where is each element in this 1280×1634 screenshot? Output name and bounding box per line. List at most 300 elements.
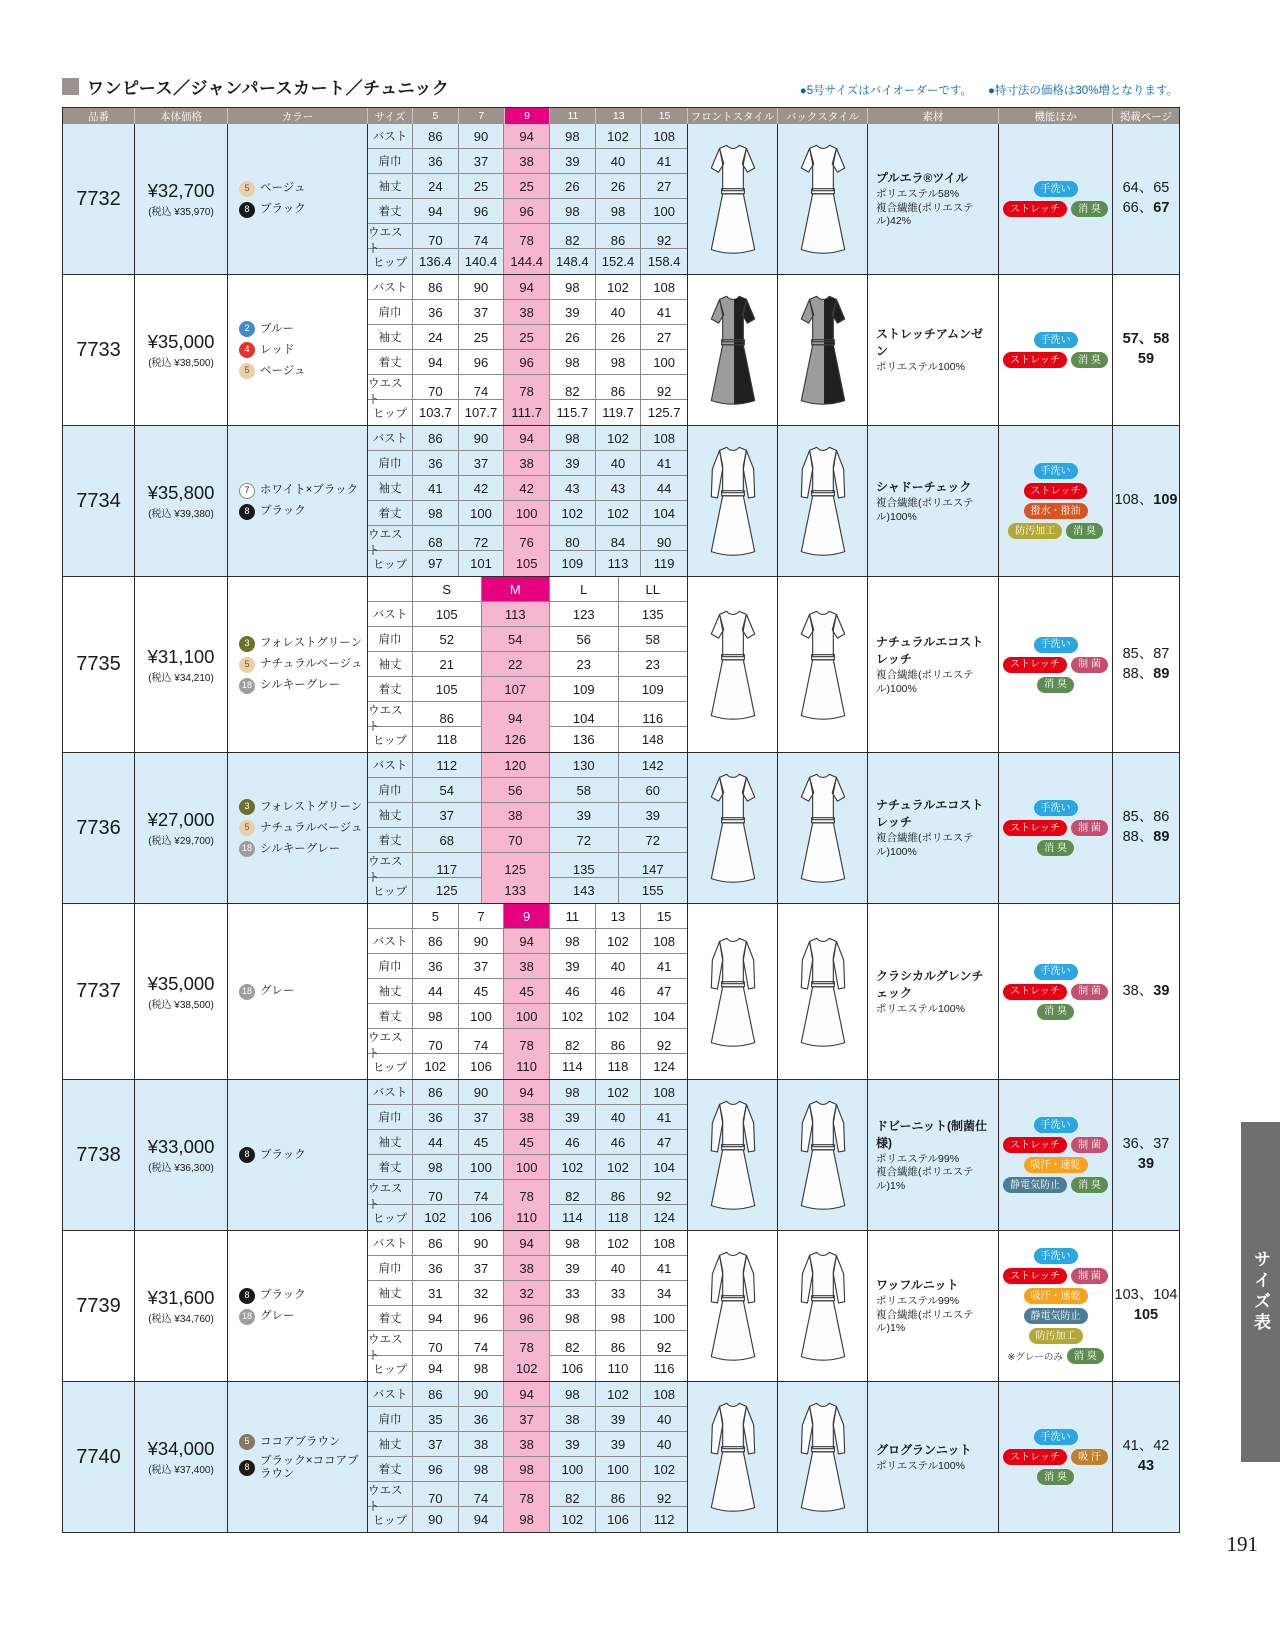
measure-value: 125 (482, 853, 551, 885)
color-label: グレー (260, 1310, 295, 1323)
measure-value: 90 (459, 1382, 505, 1406)
measure-value: 98 (550, 350, 596, 374)
feature-tag-list (998, 1382, 1112, 1532)
price-main: ¥35,800 (147, 482, 215, 503)
measure-value: 86 (413, 1231, 459, 1255)
measure-value: 39 (550, 1256, 596, 1280)
price-tax: (税込 ¥34,210) (148, 672, 214, 684)
measure-value: 44 (656, 480, 672, 496)
measurement-table (367, 275, 687, 425)
feature-tag: 手洗い (1034, 637, 1078, 653)
measure-row (368, 275, 687, 300)
feature-tag: ストレッチ (1003, 657, 1067, 673)
measure-label: 着丈 (368, 1457, 413, 1481)
measure-value: 98 (459, 1457, 505, 1481)
measure-value: 36 (413, 1105, 459, 1129)
page-reference-line (1138, 1457, 1154, 1477)
feature-tag: 制 菌 (1071, 820, 1108, 836)
material-composition-line: 複合繊維(ポリエステル)100% (876, 496, 974, 523)
measure-value: 102 (413, 1054, 459, 1079)
measure-label: ヒップ (368, 551, 413, 576)
feature-tag: 吸汗・速乾 (1024, 1157, 1088, 1173)
measure-value: 82 (550, 1180, 596, 1212)
page-reference-segment: 85、86 (1122, 809, 1170, 826)
color-label: ココアブラウン (260, 1435, 341, 1448)
page-number: 191 (1226, 1532, 1258, 1556)
product-code: 7735 (76, 653, 121, 675)
measure-value: 98 (596, 350, 642, 374)
measure-value: 25 (504, 174, 550, 198)
size-subheader-cell: 13 (596, 904, 642, 928)
measure-row (368, 1382, 687, 1407)
feature-tag: 防汚加工 (1008, 523, 1062, 539)
measure-label: バスト (368, 753, 413, 777)
material-name: ワッフルニット (876, 1278, 959, 1293)
measure-value: 108 (653, 1084, 676, 1100)
price-tax: (税込 ¥37,400) (148, 1465, 214, 1476)
measure-row (368, 853, 687, 884)
note-surcharge: ●特寸法の価格は30%増となります。 (987, 85, 1178, 97)
measure-value: 45 (504, 979, 550, 1003)
size-subheader-row (368, 577, 687, 602)
page-reference-segment: 108、 (1114, 492, 1154, 509)
measure-value: 158.4 (647, 254, 681, 269)
color-swatch-icon: 3 (239, 636, 255, 652)
measure-value: 39 (550, 300, 596, 324)
measure-row (368, 1029, 687, 1060)
table-header-row (63, 108, 1179, 124)
color-option (239, 321, 367, 337)
back-style-cell (777, 904, 867, 1079)
color-swatch-icon: 8 (239, 1460, 255, 1476)
measure-value: 22 (482, 652, 551, 676)
price-tax: (税込 ¥39,380) (148, 509, 214, 520)
measure-value: 100 (596, 1457, 642, 1481)
measure-value: 96 (459, 199, 505, 223)
color-list (227, 426, 367, 576)
measure-label: 袖丈 (368, 652, 413, 676)
feature-tag: 消 臭 (1037, 1004, 1074, 1020)
measure-value: 104 (653, 505, 676, 521)
color-option (239, 678, 367, 694)
measure-value: 98 (550, 426, 596, 450)
measure-row (368, 124, 687, 149)
measure-value: 96 (504, 1306, 550, 1330)
measure-value: 58 (645, 631, 660, 647)
measure-value: 102 (596, 1231, 642, 1255)
measure-value: 102 (413, 1205, 459, 1230)
measure-value: 98 (504, 1457, 550, 1481)
page-reference-line (1138, 350, 1154, 370)
page-title: ワンピース／ジャンパースカート／チュニック (87, 79, 450, 98)
page-reference-segment: 43 (1137, 1458, 1155, 1474)
measure-value: 108 (653, 128, 676, 144)
back-style-illustration (792, 765, 854, 891)
measure-label: 着丈 (368, 1155, 413, 1179)
measure-label: 着丈 (368, 1306, 413, 1330)
measure-value: 102 (596, 275, 642, 299)
color-label: シルキーグレー (260, 679, 341, 692)
price-tax: (税込 ¥38,500) (148, 358, 214, 369)
color-label: シルキーグレー (260, 842, 341, 855)
measure-row (368, 199, 687, 224)
measure-value: 123 (550, 602, 619, 626)
measure-value: 98 (413, 1004, 459, 1028)
front-style-cell (687, 577, 777, 752)
front-style-illustration (702, 1092, 764, 1218)
size-subheader-cell: S (413, 577, 482, 601)
measure-value: 25 (459, 325, 505, 349)
measure-value: 47 (656, 1134, 672, 1150)
measure-row (368, 1004, 687, 1029)
measure-row (368, 1256, 687, 1281)
measure-value: 125 (413, 878, 482, 903)
front-style-illustration (702, 1243, 764, 1369)
measure-label: 着丈 (368, 828, 413, 852)
measure-value: 40 (596, 954, 642, 978)
color-label: ブラック×ココアブラウン (260, 1454, 359, 1480)
measure-value: 90 (656, 534, 672, 550)
measure-row (368, 375, 687, 406)
measure-value: 40 (596, 149, 642, 173)
measure-value: 76 (504, 526, 550, 558)
color-option (239, 841, 367, 857)
product-row (63, 752, 1179, 903)
measure-row (368, 426, 687, 451)
measure-value: 68 (413, 828, 482, 852)
measure-value: 56 (550, 627, 619, 651)
measure-value: 107.7 (459, 400, 505, 425)
size-subheader-cell: M (482, 577, 551, 601)
color-option (239, 1147, 367, 1163)
page-reference (1112, 577, 1179, 752)
color-label: ベージュ (260, 182, 306, 195)
back-style-illustration (792, 438, 854, 564)
measure-value: 98 (550, 929, 596, 953)
product-price-cell (134, 124, 227, 274)
color-option (239, 984, 367, 1000)
color-swatch-icon: 18 (239, 678, 255, 694)
measure-label: ウエスト (368, 702, 413, 734)
measure-value: 92 (656, 1037, 672, 1053)
measure-row (368, 350, 687, 375)
front-style-illustration (702, 287, 764, 413)
measure-label: 袖丈 (368, 325, 413, 349)
measure-label: バスト (368, 124, 413, 148)
measure-value: 24 (413, 325, 459, 349)
measure-label: ヒップ (368, 878, 413, 903)
measure-value: 70 (413, 1029, 459, 1061)
measure-row (368, 249, 687, 274)
product-code: 7734 (76, 489, 121, 512)
product-price-cell (134, 1231, 227, 1381)
measure-value: 25 (459, 174, 505, 198)
measure-value: 100 (459, 501, 505, 525)
measure-value: 94 (413, 350, 459, 374)
front-style-cell (687, 426, 777, 576)
page-reference-segment: 59 (1137, 351, 1155, 367)
measure-value: 94 (504, 275, 550, 299)
measure-row (368, 1054, 687, 1079)
material-composition-line: ポリエステル99% (876, 1295, 960, 1308)
measure-value: 98 (550, 199, 596, 223)
feature-tag-list (998, 426, 1112, 576)
measure-value: 114 (550, 1205, 596, 1230)
measure-value: 38 (459, 1432, 505, 1456)
color-label: ブルー (260, 322, 295, 335)
color-label: ブラック (260, 505, 306, 518)
col-header-price: 本体価格 (134, 108, 227, 124)
measure-value: 96 (459, 350, 505, 374)
measure-value: 74 (459, 224, 505, 256)
color-option (239, 799, 367, 815)
measure-label: 袖丈 (368, 1130, 413, 1154)
feature-tag: 吸 汗 (1071, 1449, 1108, 1465)
price-tax: (税込 ¥36,300) (148, 1163, 214, 1174)
color-option (239, 342, 367, 358)
measure-value: 120 (482, 753, 551, 777)
material-name: ストレッチアムンゼン (876, 327, 984, 359)
measure-label: バスト (368, 602, 413, 626)
measure-value: 115.7 (550, 400, 596, 425)
page-reference-segment: 88、 (1122, 829, 1154, 845)
feature-tag: 制 菌 (1071, 657, 1108, 673)
measure-value: 78 (504, 224, 550, 256)
color-list (227, 275, 367, 425)
measure-value: 86 (413, 929, 459, 953)
measure-row (368, 1155, 687, 1180)
measure-value: 26 (596, 174, 642, 198)
measure-row (368, 1080, 687, 1105)
measure-value: 68 (413, 526, 459, 558)
col-header-size-9: 9 (504, 108, 550, 124)
page-reference-segment: 39 (1137, 1156, 1155, 1172)
measure-value: 104 (653, 1008, 676, 1024)
material-cell (867, 577, 998, 752)
measure-value: 108 (653, 1386, 676, 1402)
size-table (62, 107, 1180, 1533)
measure-label: 肩巾 (368, 1407, 413, 1431)
product-row (63, 425, 1179, 576)
measure-value: 102 (504, 1356, 550, 1381)
measure-value: 38 (504, 300, 550, 324)
measure-value: 126 (482, 727, 551, 752)
page-reference-segment: 85、87 (1122, 645, 1170, 662)
material-name: グログランニット (876, 1442, 972, 1457)
measure-value: 86 (413, 426, 459, 450)
size-subheader-blank (368, 577, 413, 601)
measure-value: 106 (550, 1356, 596, 1381)
measure-row (368, 1331, 687, 1362)
material-composition-line: ポリエステル100% (876, 361, 965, 374)
measure-value: 86 (596, 1180, 642, 1212)
price-tax: (税込 ¥29,700) (148, 836, 214, 847)
product-code: 7737 (76, 980, 121, 1002)
measure-value: 46 (596, 979, 642, 1003)
size-subheader-cell: 15 (656, 908, 672, 924)
measure-value: 70 (413, 1482, 459, 1514)
measure-value: 133 (482, 878, 551, 903)
page-reference-segment: 64、65 (1122, 180, 1170, 197)
measure-value: 45 (504, 1130, 550, 1154)
col-header-front: フロントスタイル (687, 108, 777, 124)
measure-label: 着丈 (368, 350, 413, 374)
measure-value: 27 (656, 329, 672, 345)
color-label: レッド (260, 343, 295, 356)
measure-row (368, 1180, 687, 1211)
page-reference-segment: 105 (1133, 1307, 1159, 1323)
measure-label: バスト (368, 1382, 413, 1406)
price-main: ¥27,000 (147, 809, 215, 830)
measure-value: 105 (504, 551, 550, 576)
measure-label: ヒップ (368, 727, 413, 752)
measure-row (368, 702, 687, 733)
measure-row (368, 551, 687, 576)
measure-value: 144.4 (504, 249, 550, 274)
measure-label: 肩巾 (368, 149, 413, 173)
feature-tag: 静電気防止 (1024, 1308, 1088, 1324)
measure-value: 78 (504, 1331, 550, 1363)
measure-value: 116 (653, 1361, 675, 1376)
measure-label: 袖丈 (368, 174, 413, 198)
back-style-cell (777, 577, 867, 752)
measure-value: 94 (504, 929, 550, 953)
material-composition-line: 複合繊維(ポリエステル)42% (876, 201, 974, 228)
measure-value: 96 (413, 1457, 459, 1481)
measure-value: 40 (596, 1256, 642, 1280)
measure-value: 40 (596, 300, 642, 324)
color-option (239, 820, 367, 836)
measure-value: 70 (413, 224, 459, 256)
material-composition (876, 497, 994, 524)
measure-value: 78 (504, 375, 550, 407)
back-style-illustration (792, 1243, 854, 1369)
color-label: フォレストグリーン (260, 637, 363, 650)
measure-value: 92 (656, 1490, 672, 1506)
page-reference-line (1115, 1286, 1178, 1306)
measure-value: 45 (459, 1130, 505, 1154)
measure-value: 155 (641, 883, 664, 898)
measure-value: 98 (413, 1155, 459, 1179)
measure-value: 100 (550, 1457, 596, 1481)
measure-value: 113 (596, 551, 642, 576)
front-style-illustration (702, 1394, 764, 1520)
measure-value: 124 (653, 1210, 676, 1225)
product-code: 7739 (76, 1294, 121, 1317)
product-row (63, 903, 1179, 1079)
measure-row (368, 778, 687, 803)
feature-tag: 制 菌 (1071, 1137, 1108, 1153)
material-cell (867, 124, 998, 274)
front-style-illustration (702, 136, 764, 262)
feature-tag-list (998, 275, 1112, 425)
measure-row (368, 602, 687, 627)
size-subheader-row (368, 904, 687, 929)
product-row (63, 124, 1179, 274)
measure-value: 105 (413, 677, 482, 701)
measure-value: 100 (653, 1310, 676, 1326)
measure-value: 39 (645, 807, 660, 823)
measure-value: 37 (413, 1432, 459, 1456)
measure-value: 98 (550, 1306, 596, 1330)
measure-value: 98 (413, 501, 459, 525)
measure-value: 94 (413, 199, 459, 223)
measure-value: 140.4 (459, 249, 505, 274)
measure-value: 54 (482, 627, 551, 651)
color-label: ブラック (260, 1148, 306, 1161)
page-reference-line (1123, 828, 1170, 848)
measurement-table (367, 753, 687, 903)
measure-label: 袖丈 (368, 979, 413, 1003)
measure-value: 94 (504, 1080, 550, 1104)
measure-value: 82 (550, 375, 596, 407)
measure-label: ウエスト (368, 853, 413, 885)
measure-value: 136.4 (413, 249, 459, 274)
measure-value: 36 (413, 149, 459, 173)
measure-value: 45 (459, 979, 505, 1003)
measure-value: 58 (550, 778, 619, 802)
measure-row (368, 627, 687, 652)
feature-tag: 撥水・撥油 (1024, 503, 1088, 519)
title-square-icon (62, 78, 79, 95)
back-style-cell (777, 124, 867, 274)
measure-value: 98 (596, 1306, 642, 1330)
measure-row (368, 677, 687, 702)
measure-value: 118 (596, 1205, 642, 1230)
measure-value: 94 (413, 1306, 459, 1330)
material-composition (876, 1460, 994, 1474)
color-swatch-icon: 3 (239, 799, 255, 815)
measure-value: 90 (459, 1080, 505, 1104)
color-label: ブラック (260, 1289, 306, 1302)
measure-row (368, 1105, 687, 1130)
measure-value: 70 (482, 828, 551, 852)
material-composition-line: ポリエステル100% (876, 1459, 965, 1472)
back-style-cell (777, 1382, 867, 1532)
color-swatch-icon: 8 (239, 504, 255, 520)
measurement-table (367, 904, 687, 1079)
page-reference (1112, 1080, 1179, 1230)
measure-value: 98 (550, 1382, 596, 1406)
price-tax: (税込 ¥34,760) (148, 1314, 214, 1325)
color-list (227, 1080, 367, 1230)
measure-row (368, 652, 687, 677)
price-main: ¥31,600 (147, 1287, 215, 1308)
feature-tag-list (998, 1080, 1112, 1230)
measure-value: 78 (504, 1482, 550, 1514)
measure-row (368, 878, 687, 903)
measure-value: 37 (413, 803, 482, 827)
measure-row (368, 501, 687, 526)
back-style-cell (777, 275, 867, 425)
measure-value: 136 (550, 727, 619, 752)
measure-label: 着丈 (368, 199, 413, 223)
measure-label: 袖丈 (368, 1432, 413, 1456)
color-label: ナチュラルベージュ (260, 658, 363, 671)
feature-tag: ストレッチ (1003, 352, 1067, 368)
measure-value: 39 (550, 803, 619, 827)
measure-value: 118 (413, 727, 482, 752)
color-swatch-icon: 18 (239, 841, 255, 857)
measure-value: 106 (459, 1205, 505, 1230)
measure-value: 38 (504, 1432, 550, 1456)
color-swatch-icon: 4 (239, 342, 255, 358)
feature-tag: 静電気防止 (1003, 1177, 1067, 1193)
measure-value: 100 (653, 354, 676, 370)
measure-value: 109 (641, 681, 664, 697)
measure-row (368, 929, 687, 954)
measure-value: 82 (550, 224, 596, 256)
